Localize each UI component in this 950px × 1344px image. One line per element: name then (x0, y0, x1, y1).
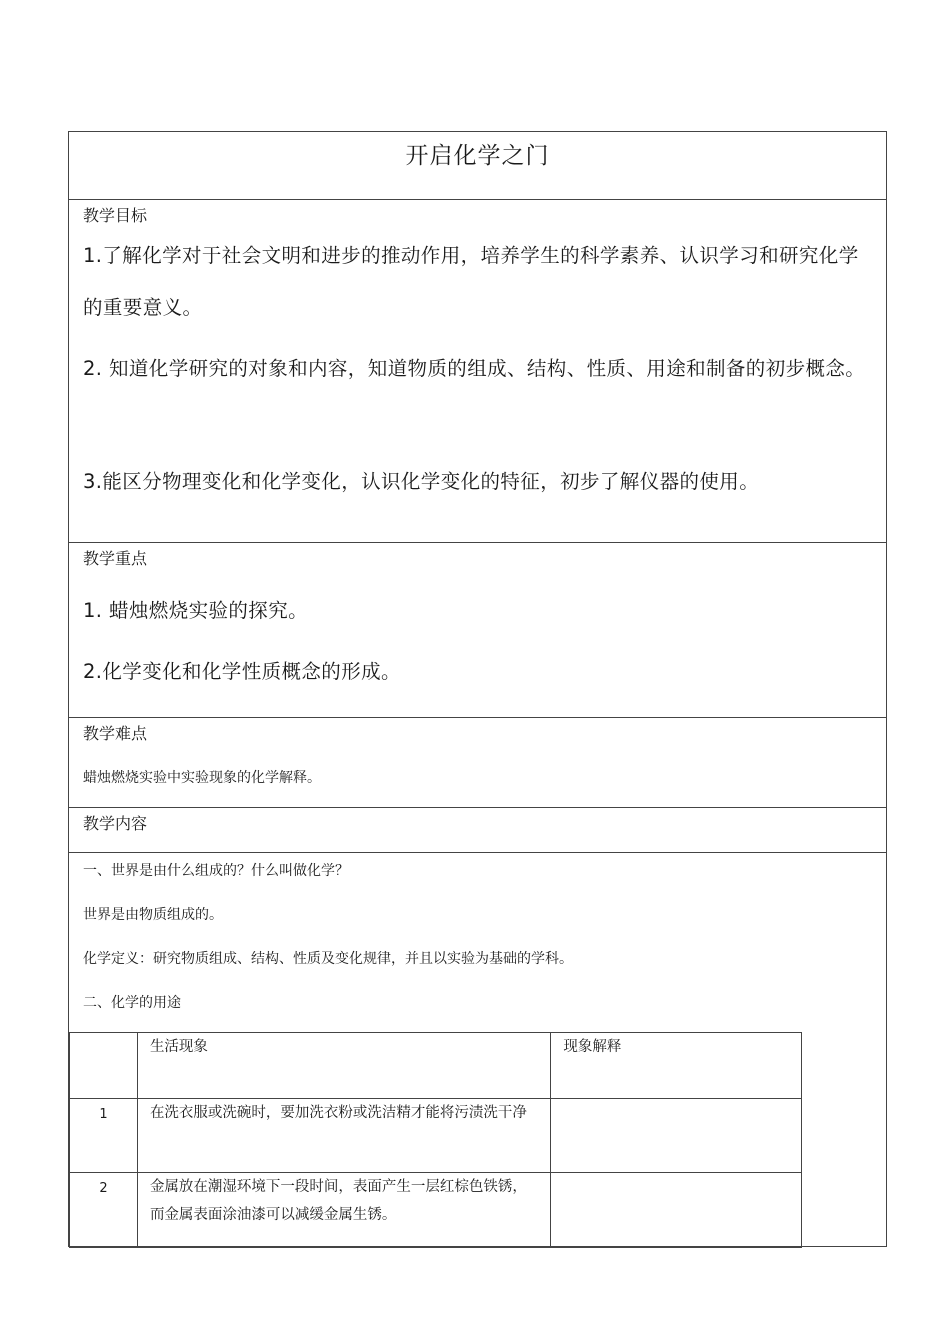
table-header-cell (70, 1033, 138, 1099)
title-row (69, 132, 886, 200)
content-header-row (69, 808, 886, 853)
objectives-section (69, 200, 886, 543)
table-row (70, 1173, 802, 1248)
table-cell-explanation (551, 1173, 802, 1248)
content-line: 二、化学的用途 (83, 995, 181, 1011)
page-title: 开启化学之门 (405, 143, 550, 169)
objective-item: 1.了解化学对于社会文明和进步的推动作用，培养学生的科学素养、认识学习和研究化学的重要意义。 (83, 244, 859, 319)
key-point-item: 2.化学变化和化学性质概念的形成。 (83, 660, 401, 683)
phenomena-table (69, 1032, 802, 1248)
content-line: 化学定义：研究物质组成、结构、性质及变化规律，并且以实验为基础的学科。 (83, 951, 573, 967)
lesson-plan-sheet (68, 131, 887, 1247)
table-cell-number: 1 (70, 1099, 138, 1173)
content-label: 教学内容 (83, 814, 148, 833)
key-points-label: 教学重点 (83, 549, 148, 568)
difficulties-section (69, 718, 886, 808)
objectives-label: 教学目标 (83, 206, 148, 225)
difficulties-text: 蜡烛燃烧实验中实验现象的化学解释。 (83, 770, 321, 786)
objective-item: 2. 知道化学研究的对象和内容，知道物质的组成、结构、性质、用途和制备的初步概念。 (83, 357, 866, 380)
content-line: 一、世界是由什么组成的？什么叫做化学？ (83, 863, 349, 879)
content-line: 世界是由物质组成的。 (83, 907, 223, 923)
table-header-cell: 生活现象 (137, 1033, 550, 1099)
table-header-cell: 现象解释 (551, 1033, 802, 1099)
table-row (70, 1099, 802, 1173)
difficulties-label: 教学难点 (83, 724, 148, 743)
table-cell-phenomenon: 金属放在潮湿环境下一段时间，表面产生一层红棕色铁锈，而金属表面涂油漆可以减缓金属生锈。 (137, 1173, 550, 1248)
key-point-item: 1. 蜡烛燃烧实验的探究。 (83, 599, 309, 622)
table-cell-phenomenon: 在洗衣服或洗碗时，要加洗衣粉或洗洁精才能将污渍洗干净 (137, 1099, 550, 1173)
table-header-row (70, 1033, 802, 1099)
objective-item: 3.能区分物理变化和化学变化，认识化学变化的特征，初步了解仪器的使用。 (83, 470, 760, 493)
table-cell-number: 2 (70, 1173, 138, 1248)
key-points-section (69, 543, 886, 718)
table-cell-explanation (551, 1099, 802, 1173)
